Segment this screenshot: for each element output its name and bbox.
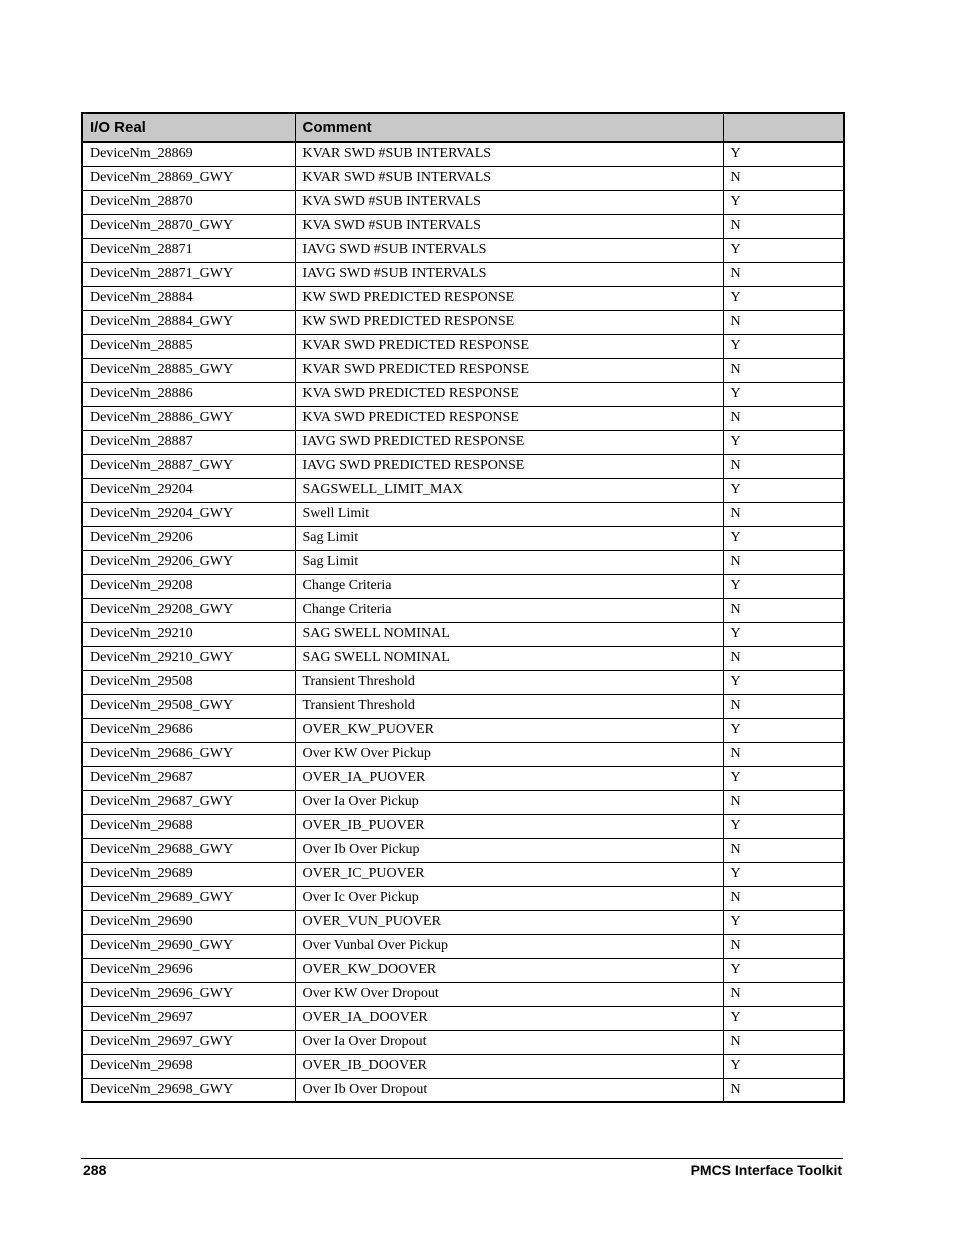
table-row [82, 478, 844, 502]
table-row [82, 166, 844, 190]
cell-io-real: DeviceNm_28870_GWY [82, 214, 295, 238]
cell-comment: OVER_IC_PUOVER [295, 862, 723, 886]
cell-comment: Change Criteria [295, 574, 723, 598]
table-row [82, 214, 844, 238]
cell-comment: Over Ia Over Dropout [295, 1030, 723, 1054]
cell-flag: Y [723, 334, 844, 358]
table-header [82, 113, 844, 142]
table-row [82, 766, 844, 790]
cell-comment: Over Ic Over Pickup [295, 886, 723, 910]
cell-io-real: DeviceNm_29688_GWY [82, 838, 295, 862]
cell-comment: KVAR SWD #SUB INTERVALS [295, 142, 723, 166]
cell-comment: OVER_IA_DOOVER [295, 1006, 723, 1030]
cell-comment: OVER_IA_PUOVER [295, 766, 723, 790]
cell-comment: SAG SWELL NOMINAL [295, 646, 723, 670]
cell-io-real: DeviceNm_29204_GWY [82, 502, 295, 526]
cell-comment: Swell Limit [295, 502, 723, 526]
table-row [82, 1078, 844, 1102]
cell-flag: N [723, 166, 844, 190]
cell-comment: OVER_IB_DOOVER [295, 1054, 723, 1078]
table-row [82, 814, 844, 838]
table-row [82, 550, 844, 574]
cell-io-real: DeviceNm_28886 [82, 382, 295, 406]
table-row [82, 1030, 844, 1054]
cell-flag: N [723, 550, 844, 574]
header-row [82, 113, 844, 142]
cell-io-real: DeviceNm_29697 [82, 1006, 295, 1030]
table-row [82, 886, 844, 910]
cell-comment: OVER_IB_PUOVER [295, 814, 723, 838]
cell-flag: N [723, 598, 844, 622]
table-row [82, 742, 844, 766]
cell-io-real: DeviceNm_29698_GWY [82, 1078, 295, 1102]
cell-flag: N [723, 214, 844, 238]
cell-io-real: DeviceNm_29687_GWY [82, 790, 295, 814]
table-row [82, 790, 844, 814]
cell-io-real: DeviceNm_29690_GWY [82, 934, 295, 958]
cell-io-real: DeviceNm_28871 [82, 238, 295, 262]
cell-io-real: DeviceNm_28869_GWY [82, 166, 295, 190]
table-row [82, 502, 844, 526]
cell-flag: Y [723, 958, 844, 982]
column-header-comment: Comment [295, 113, 723, 142]
cell-flag: Y [723, 766, 844, 790]
table-row [82, 646, 844, 670]
cell-flag: Y [723, 1006, 844, 1030]
io-real-table [81, 112, 845, 1103]
table-row [82, 718, 844, 742]
cell-comment: IAVG SWD #SUB INTERVALS [295, 238, 723, 262]
cell-comment: Sag Limit [295, 526, 723, 550]
table-row [82, 574, 844, 598]
cell-io-real: DeviceNm_28870 [82, 190, 295, 214]
cell-io-real: DeviceNm_29698 [82, 1054, 295, 1078]
table-row [82, 406, 844, 430]
cell-comment: SAGSWELL_LIMIT_MAX [295, 478, 723, 502]
table-row [82, 142, 844, 166]
table-row [82, 238, 844, 262]
table-row [82, 190, 844, 214]
cell-flag: Y [723, 574, 844, 598]
cell-flag: N [723, 502, 844, 526]
cell-flag: N [723, 1030, 844, 1054]
footer-divider [81, 1158, 843, 1159]
table-row [82, 286, 844, 310]
cell-io-real: DeviceNm_29689_GWY [82, 886, 295, 910]
cell-flag: N [723, 742, 844, 766]
cell-io-real: DeviceNm_29204 [82, 478, 295, 502]
cell-comment: Over Vunbal Over Pickup [295, 934, 723, 958]
cell-flag: Y [723, 478, 844, 502]
cell-comment: OVER_KW_DOOVER [295, 958, 723, 982]
cell-io-real: DeviceNm_29206 [82, 526, 295, 550]
cell-flag: Y [723, 670, 844, 694]
cell-comment: KW SWD PREDICTED RESPONSE [295, 310, 723, 334]
cell-flag: N [723, 406, 844, 430]
cell-flag: Y [723, 190, 844, 214]
cell-io-real: DeviceNm_28885 [82, 334, 295, 358]
column-header-flag [723, 113, 844, 142]
cell-comment: Over Ib Over Pickup [295, 838, 723, 862]
cell-comment: Transient Threshold [295, 670, 723, 694]
cell-comment: Sag Limit [295, 550, 723, 574]
table-row [82, 334, 844, 358]
cell-io-real: DeviceNm_29208 [82, 574, 295, 598]
table-body [82, 142, 844, 1102]
table-row [82, 262, 844, 286]
cell-flag: Y [723, 526, 844, 550]
cell-io-real: DeviceNm_28884_GWY [82, 310, 295, 334]
cell-comment: IAVG SWD PREDICTED RESPONSE [295, 454, 723, 478]
table-row [82, 430, 844, 454]
table-row [82, 1006, 844, 1030]
cell-flag: N [723, 694, 844, 718]
cell-comment: KVAR SWD PREDICTED RESPONSE [295, 358, 723, 382]
table-row [82, 910, 844, 934]
cell-io-real: DeviceNm_28887_GWY [82, 454, 295, 478]
cell-io-real: DeviceNm_28886_GWY [82, 406, 295, 430]
column-header-io-real: I/O Real [82, 113, 295, 142]
cell-flag: Y [723, 430, 844, 454]
cell-flag: N [723, 358, 844, 382]
cell-io-real: DeviceNm_29508_GWY [82, 694, 295, 718]
cell-io-real: DeviceNm_28869 [82, 142, 295, 166]
cell-flag: Y [723, 1054, 844, 1078]
cell-io-real: DeviceNm_29686 [82, 718, 295, 742]
cell-io-real: DeviceNm_29696 [82, 958, 295, 982]
cell-flag: N [723, 790, 844, 814]
cell-comment: SAG SWELL NOMINAL [295, 622, 723, 646]
cell-flag: N [723, 262, 844, 286]
cell-flag: N [723, 310, 844, 334]
cell-flag: N [723, 982, 844, 1006]
cell-comment: KW SWD PREDICTED RESPONSE [295, 286, 723, 310]
cell-flag: N [723, 934, 844, 958]
table-row [82, 358, 844, 382]
table-row [82, 622, 844, 646]
cell-io-real: DeviceNm_29210_GWY [82, 646, 295, 670]
table-row [82, 694, 844, 718]
table-row [82, 454, 844, 478]
cell-comment: IAVG SWD PREDICTED RESPONSE [295, 430, 723, 454]
table-row [82, 310, 844, 334]
table-row [82, 598, 844, 622]
cell-io-real: DeviceNm_29690 [82, 910, 295, 934]
cell-comment: Over Ib Over Dropout [295, 1078, 723, 1102]
cell-comment: Change Criteria [295, 598, 723, 622]
cell-io-real: DeviceNm_28884 [82, 286, 295, 310]
table-row [82, 958, 844, 982]
cell-flag: N [723, 646, 844, 670]
cell-comment: Over KW Over Dropout [295, 982, 723, 1006]
cell-io-real: DeviceNm_29210 [82, 622, 295, 646]
cell-flag: Y [723, 718, 844, 742]
table-row [82, 526, 844, 550]
cell-io-real: DeviceNm_29689 [82, 862, 295, 886]
cell-io-real: DeviceNm_29206_GWY [82, 550, 295, 574]
cell-comment: KVA SWD #SUB INTERVALS [295, 190, 723, 214]
document-title: PMCS Interface Toolkit [690, 1162, 842, 1178]
table-row [82, 382, 844, 406]
cell-io-real: DeviceNm_28885_GWY [82, 358, 295, 382]
cell-flag: Y [723, 238, 844, 262]
cell-comment: KVA SWD #SUB INTERVALS [295, 214, 723, 238]
cell-flag: Y [723, 382, 844, 406]
cell-flag: N [723, 454, 844, 478]
cell-flag: N [723, 838, 844, 862]
table-row [82, 670, 844, 694]
table-row [82, 934, 844, 958]
cell-flag: Y [723, 622, 844, 646]
cell-io-real: DeviceNm_29696_GWY [82, 982, 295, 1006]
page-number: 288 [83, 1162, 107, 1178]
table-row [82, 1054, 844, 1078]
cell-io-real: DeviceNm_29686_GWY [82, 742, 295, 766]
table-row [82, 862, 844, 886]
cell-flag: Y [723, 142, 844, 166]
cell-io-real: DeviceNm_29688 [82, 814, 295, 838]
cell-flag: Y [723, 286, 844, 310]
cell-comment: OVER_VUN_PUOVER [295, 910, 723, 934]
cell-flag: Y [723, 862, 844, 886]
cell-io-real: DeviceNm_28871_GWY [82, 262, 295, 286]
cell-comment: Over Ia Over Pickup [295, 790, 723, 814]
cell-flag: Y [723, 814, 844, 838]
cell-comment: KVAR SWD #SUB INTERVALS [295, 166, 723, 190]
cell-io-real: DeviceNm_29697_GWY [82, 1030, 295, 1054]
cell-comment: KVAR SWD PREDICTED RESPONSE [295, 334, 723, 358]
cell-io-real: DeviceNm_29508 [82, 670, 295, 694]
table-row [82, 838, 844, 862]
cell-comment: KVA SWD PREDICTED RESPONSE [295, 382, 723, 406]
cell-io-real: DeviceNm_29208_GWY [82, 598, 295, 622]
cell-flag: Y [723, 910, 844, 934]
cell-io-real: DeviceNm_29687 [82, 766, 295, 790]
cell-comment: IAVG SWD #SUB INTERVALS [295, 262, 723, 286]
cell-comment: OVER_KW_PUOVER [295, 718, 723, 742]
table-row [82, 982, 844, 1006]
cell-comment: Over KW Over Pickup [295, 742, 723, 766]
cell-flag: N [723, 1078, 844, 1102]
cell-io-real: DeviceNm_28887 [82, 430, 295, 454]
cell-flag: N [723, 886, 844, 910]
cell-comment: Transient Threshold [295, 694, 723, 718]
cell-comment: KVA SWD PREDICTED RESPONSE [295, 406, 723, 430]
